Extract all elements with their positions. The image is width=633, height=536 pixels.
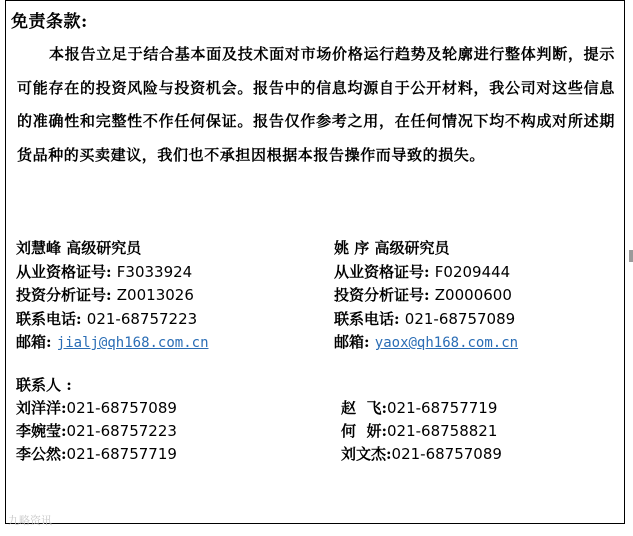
analyst-invest: Z0013026 (116, 286, 194, 304)
contact-row (341, 397, 502, 420)
analyst-invest-label: 投资分析证号: (16, 286, 112, 304)
analyst-phone-row (16, 308, 209, 332)
analyst-email-link[interactable]: yaox@qh168.com.cn (374, 335, 519, 351)
disclaimer-title: 免责条款: (11, 12, 88, 32)
analyst-license-row (16, 261, 209, 285)
analyst-invest: Z0000600 (434, 286, 512, 304)
contacts-heading: 联系人 : (16, 376, 72, 394)
analyst-invest-row (16, 284, 209, 308)
contact-phone: 021-68757089 (391, 445, 502, 463)
analyst-email-label: 邮箱: (16, 333, 52, 351)
analyst-email-row (16, 331, 209, 356)
analyst-name-title: 姚 序 高级研究员 (334, 239, 450, 257)
analyst-invest-label: 投资分析证号: (334, 286, 430, 304)
analyst-email-label: 邮箱: (334, 333, 370, 351)
analyst-license-label: 从业资格证号: (334, 262, 430, 281)
contact-phone: 021-68757719 (66, 445, 177, 463)
scroll-edge-marker (629, 250, 633, 262)
contact-row (16, 443, 177, 466)
contact-row (16, 420, 177, 443)
analyst-license-row (334, 261, 518, 285)
analyst-license-label: 从业资格证号: (16, 262, 112, 281)
analyst-phone-label: 联系电话: (16, 309, 82, 328)
contact-row (341, 443, 502, 466)
contact-row (341, 420, 502, 443)
contact-phone: 021-68758821 (386, 422, 498, 440)
analyst-phone-row (334, 308, 518, 332)
contact-name: 李婉莹: (16, 422, 67, 440)
analyst-phone: 021-68757089 (404, 309, 516, 328)
contact-name: 刘文杰: (341, 445, 392, 463)
contact-name: 李公然: (16, 445, 67, 463)
analyst-invest-row (334, 284, 518, 308)
disclaimer-body: 本报告立足于结合基本面及技术面对市场价格运行趋势及轮廓进行整体判断，提示可能存在的投资风险与投资机会。报告中的信息均源自于公开材料，我公司对这些信息的准确性和完整性不作任何保证。报告仅作参考之用，在任何情况下均不构成对所述期货品种的买卖建议，我们也不承担因根据本报告操作而导致的损失。 (17, 45, 615, 164)
contact-phone: 021-68757719 (386, 399, 498, 417)
contact-name: 何 妍: (341, 422, 387, 440)
analyst-license: F0209444 (434, 262, 511, 281)
contact-phone: 021-68757223 (66, 422, 177, 440)
contacts-right (341, 397, 502, 466)
contact-phone: 021-68757089 (66, 399, 177, 417)
watermark: 九略资讯 (8, 514, 52, 527)
analyst-name-title: 刘慧峰 高级研究员 (16, 239, 142, 257)
analyst-1 (16, 237, 209, 356)
analyst-email-link[interactable]: jialj@qh168.com.cn (56, 335, 209, 351)
contact-name: 刘洋洋: (16, 399, 67, 417)
analyst-license: F3033924 (116, 262, 193, 281)
contacts-left (16, 374, 177, 466)
analyst-phone-label: 联系电话: (334, 309, 400, 328)
contact-row (16, 397, 177, 420)
contact-name: 赵 飞: (341, 399, 387, 417)
analyst-email-row (334, 331, 518, 356)
analyst-2 (334, 237, 518, 356)
analyst-phone: 021-68757223 (86, 309, 198, 328)
